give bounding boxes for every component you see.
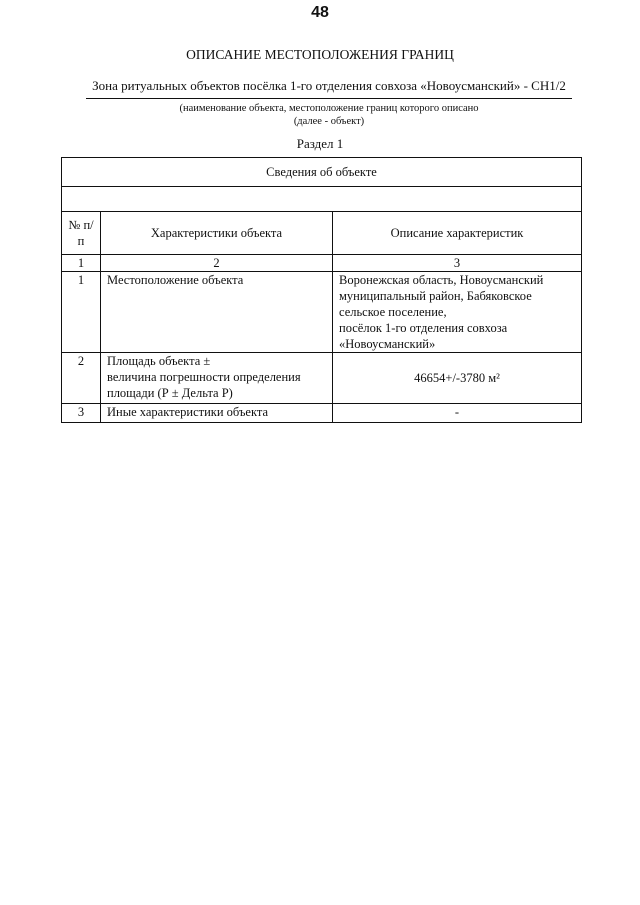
object-caption-line-2: (далее - объект)	[293, 116, 365, 127]
header-characteristic: Характеристики объекта	[101, 212, 333, 255]
column-numbers-row	[62, 255, 582, 272]
row-number: 1	[62, 272, 101, 353]
row-description: -	[333, 404, 582, 423]
row-characteristic: Площадь объекта ± величина погрешности определения площади (Р ± Дельта Р)	[101, 353, 333, 404]
row-description: Воронежская область, Новоусманский муниципальный район, Бабяковское сельское поселение, посёлок 1-го отделения совхоза «Новоусманский»	[333, 272, 582, 353]
object-caption	[86, 102, 572, 128]
section-title: Раздел 1	[296, 136, 344, 151]
column-number: 2	[101, 255, 333, 272]
underline-divider	[86, 98, 572, 99]
object-name: Зона ритуальных объектов посёлка 1-го отделения совхоза «Новоусманский» - СН1/2	[92, 78, 566, 93]
row-characteristic: Местоположение объекта	[101, 272, 333, 353]
document-title: ОПИСАНИЕ МЕСТОПОЛОЖЕНИЯ ГРАНИЦ	[186, 47, 454, 62]
table-title: Сведения об объекте	[62, 158, 582, 187]
row-number: 3	[62, 404, 101, 423]
page-number: 48	[311, 4, 329, 21]
table-row	[62, 404, 582, 423]
row-number: 2	[62, 353, 101, 404]
header-number: № п/п	[62, 212, 101, 255]
object-info-table	[61, 157, 582, 423]
header-description: Описание характеристик	[333, 212, 582, 255]
column-number: 3	[333, 255, 582, 272]
object-caption-line-1: (наименование объекта, местоположение границ которого описано	[179, 103, 479, 114]
column-number: 1	[62, 255, 101, 272]
row-description: 46654+/-3780 м²	[333, 353, 582, 404]
row-characteristic: Иные характеристики объекта	[101, 404, 333, 423]
table-empty-row	[62, 187, 582, 212]
table-row	[62, 353, 582, 404]
table-row	[62, 272, 582, 353]
